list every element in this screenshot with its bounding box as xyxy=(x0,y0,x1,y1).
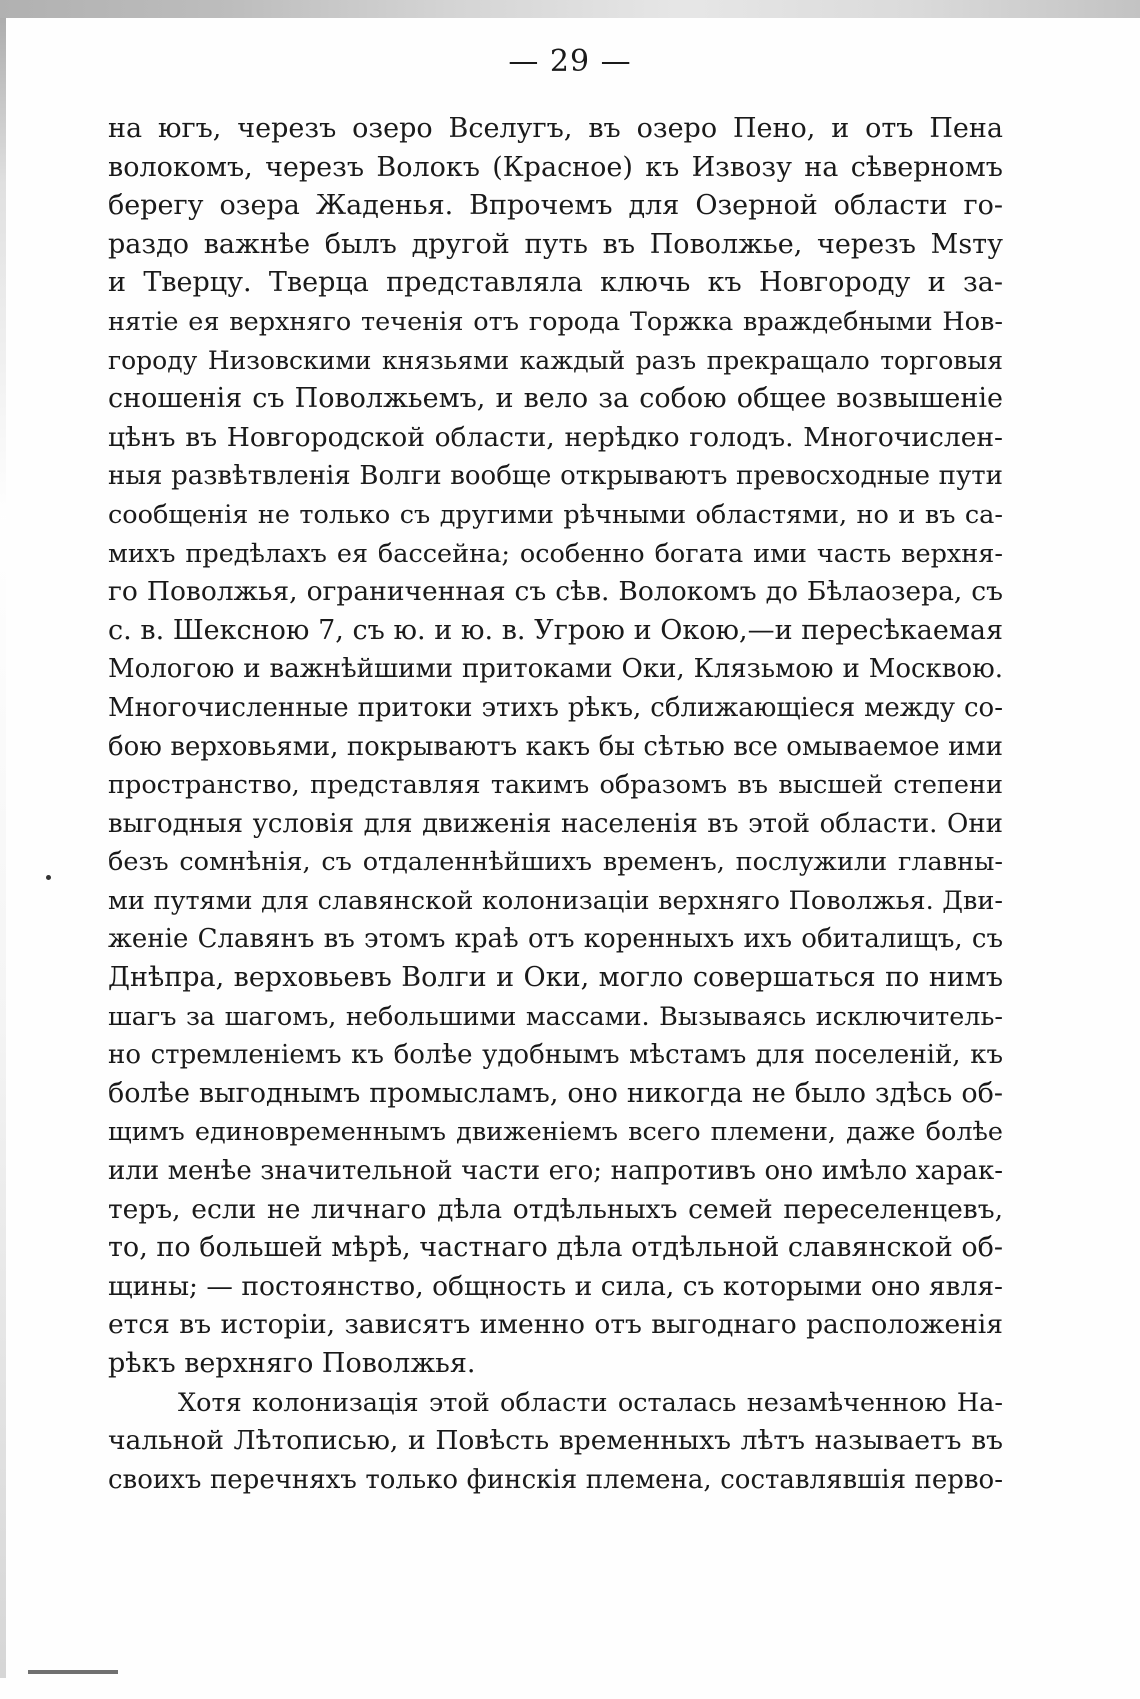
text-line: безъ сомнѣнія, съ отдаленнѣйшихъ временъ, послужили главны- xyxy=(108,847,1003,878)
scan-mark-bottom xyxy=(28,1670,118,1674)
text-line: но стремленіемъ къ болѣе удобнымъ мѣстамъ для поселеній, къ xyxy=(108,1040,1003,1071)
text-line: женіе Славянъ въ этомъ краѣ отъ коренныхъ ихъ обиталищъ, съ xyxy=(108,924,1003,955)
page-number: — 29 — xyxy=(508,44,632,79)
text-line: пространство, представляя такимъ образомъ въ высшей степени xyxy=(108,770,1003,801)
text-line: шагъ за шагомъ, небольшими массами. Вызываясь исключитель- xyxy=(108,1001,1003,1032)
text-line: ныя развѣтвленія Волги вообще открываютъ превосходные пути xyxy=(108,461,1003,492)
text-line: го Поволжья, ограниченная съ сѣв. Волокомъ до Бѣлаозера, съ xyxy=(108,576,1003,608)
text-line: городу Низовскими князьями каждый разъ прекращало торговыя xyxy=(108,345,1003,375)
text-line: Хотя колонизація этой области осталась незамѣченною На- xyxy=(178,1387,1003,1418)
text-line: своихъ перечняхъ только финскія племена, составлявшія перво- xyxy=(108,1464,1003,1495)
text-line: чальной Лѣтописью, и Повѣсть временныхъ лѣтъ называетъ въ xyxy=(108,1425,1003,1457)
text-line: бою верховьями, покрываютъ какъ бы сѣтью все омываемое ими xyxy=(108,731,1003,762)
text-line: сношенія съ Поволжьемъ, и вело за собою общее возвышеніе xyxy=(108,383,1003,415)
text-line: с. в. Шексною 7, съ ю. и ю. в. Угрою и Окою,—и пересѣкаемая xyxy=(108,614,1003,646)
text-line: Мологою и важнѣйшими притоками Оки, Клязьмою и Москвою. xyxy=(108,654,1003,685)
text-line: рѣкъ верхняго Поволжья. xyxy=(108,1348,476,1379)
scan-edge-top xyxy=(0,0,1140,18)
text-line: болѣе выгоднымъ промысламъ, оно никогда не было здѣсь об- xyxy=(108,1077,1003,1109)
text-line: и Тверцу. Тверца представляла ключь къ Новгороду и за- xyxy=(108,267,1003,299)
text-line: ется въ исторіи, зависятъ именно отъ выгоднаго расположенія xyxy=(108,1309,1003,1341)
text-line: волокомъ, черезъ Волокъ (Красное) къ Извозу на сѣверномъ xyxy=(108,151,1003,183)
text-line: щины; — постоянство, общность и сила, съ которыми оно явля- xyxy=(108,1270,1003,1302)
text-line: нятіе ея верхняго теченія отъ города Торжка враждебными Нов- xyxy=(108,306,1003,337)
text-line: берегу озера Жаденья. Впрочемъ для Озерной области го- xyxy=(108,190,1003,222)
text-line: Многочисленные притоки этихъ рѣкъ, сближающіеся между со- xyxy=(108,692,1003,723)
text-line: Днѣпра, верховьевъ Волги и Оки, могло совершаться по нимъ xyxy=(108,962,1003,994)
text-line: михъ предѣлахъ ея бассейна; особенно богата ими часть верхня- xyxy=(108,538,1003,569)
text-line: ми путями для славянской колонизаціи верхняго Поволжья. Дви- xyxy=(108,885,1003,916)
scan-speck xyxy=(46,875,51,880)
scan-edge-left xyxy=(0,18,6,1678)
text-line: раздо важнѣе былъ другой путь въ Поволжье, черезъ Msту xyxy=(108,228,1003,260)
text-line: сообщенія не только съ другими рѣчными областями, но и въ са- xyxy=(108,499,1003,530)
text-line: теръ, если не личнаго дѣла отдѣльныхъ семей переселенцевъ, xyxy=(108,1193,1003,1225)
text-line: то, по большей мѣрѣ, частнаго дѣла отдѣльной славянской об- xyxy=(108,1232,1003,1264)
text-line: щимъ единовременнымъ движеніемъ всего племени, даже болѣе xyxy=(108,1117,1003,1148)
text-line: выгодныя условія для движенія населенія въ этой области. Они xyxy=(108,808,1003,839)
text-line: или менѣе значительной части его; напротивъ оно имѣло харак- xyxy=(108,1156,1003,1187)
text-line: цѣнъ въ Новгородской области, нерѣдко голодъ. Многочислен- xyxy=(108,421,1003,453)
text-line: на югъ, черезъ озеро Вселугъ, въ озеро Пено, и отъ Пена xyxy=(108,113,1003,144)
body-text xyxy=(108,110,1003,1499)
